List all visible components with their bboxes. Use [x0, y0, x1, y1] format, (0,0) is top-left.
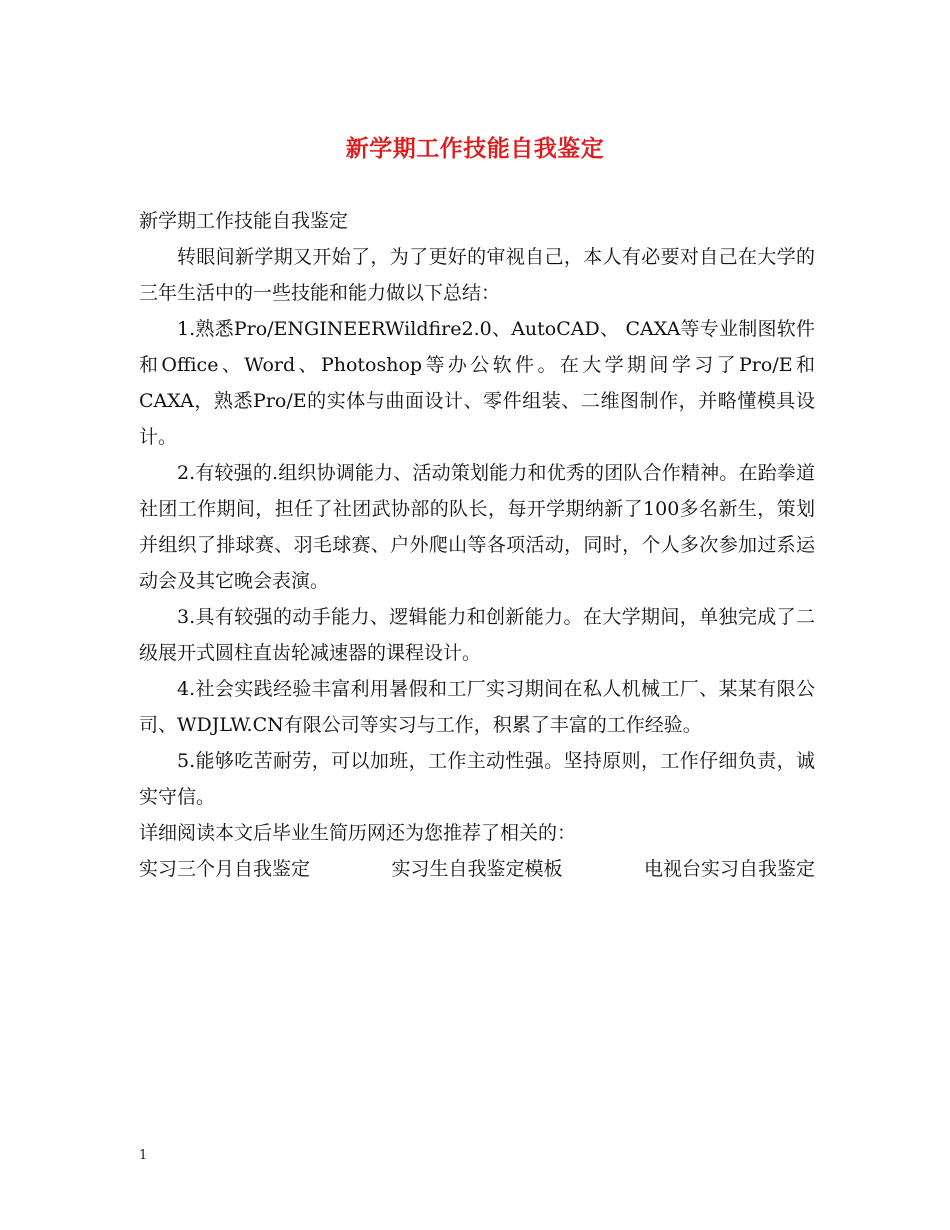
- paragraph-item-3: 3.具有较强的动手能力、逻辑能力和创新能力。在大学期间，单独完成了二级展开式圆柱直齿轮减速器的课程设计。: [139, 606, 815, 664]
- page-number: 1: [139, 1148, 148, 1163]
- paragraph-item-2: 2.有较强的.组织协调能力、活动策划能力和优秀的团队合作精神。在跆拳道社团工作期间，担任了社团武协部的队长，每开学期纳新了100多名新生，策划并组织了排球赛、羽毛球赛、户外爬山等各项活动，同时，个人多次参加过系运动会及其它晚会表演。: [139, 462, 815, 592]
- paragraph-intro: 转眼间新学期又开始了，为了更好的审视自己，本人有必要对自己在大学的三年生活中的一些技能和能力做以下总结：: [139, 246, 815, 304]
- paragraph-item-4: 4.社会实践经验丰富利用暑假和工厂实习期间在私人机械工厂、某某有限公司、WDJLW.CN有限公司等实习与工作，积累了丰富的工作经验。: [139, 678, 815, 736]
- paragraph-item-1: 1.熟悉Pro/ENGINEERWildfire2.0、AutoCAD、 CAXA等专业制图软件和Office、Word、Photoshop等办公软件。在大学期间学习了Pro/E和CAXA，熟悉Pro/E的实体与曲面设计、零件组装、二维图制作，并略懂模具设计。: [139, 318, 815, 448]
- related-link-2[interactable]: 实习生自我鉴定模板: [391, 858, 563, 880]
- related-link-3[interactable]: 电视台实习自我鉴定: [643, 858, 815, 880]
- recommend-text: 详细阅读本文后毕业生简历网还为您推荐了相关的：: [139, 822, 577, 844]
- document-title: 新学期工作技能自我鉴定: [345, 135, 605, 162]
- document-heading: 新学期工作技能自我鉴定: [139, 210, 349, 232]
- related-links: [139, 851, 815, 887]
- related-link-1[interactable]: 实习三个月自我鉴定: [139, 858, 311, 880]
- document-body: [139, 203, 815, 887]
- paragraph-item-5: 5.能够吃苦耐劳，可以加班，工作主动性强。坚持原则，工作仔细负责，诚实守信。: [139, 750, 815, 808]
